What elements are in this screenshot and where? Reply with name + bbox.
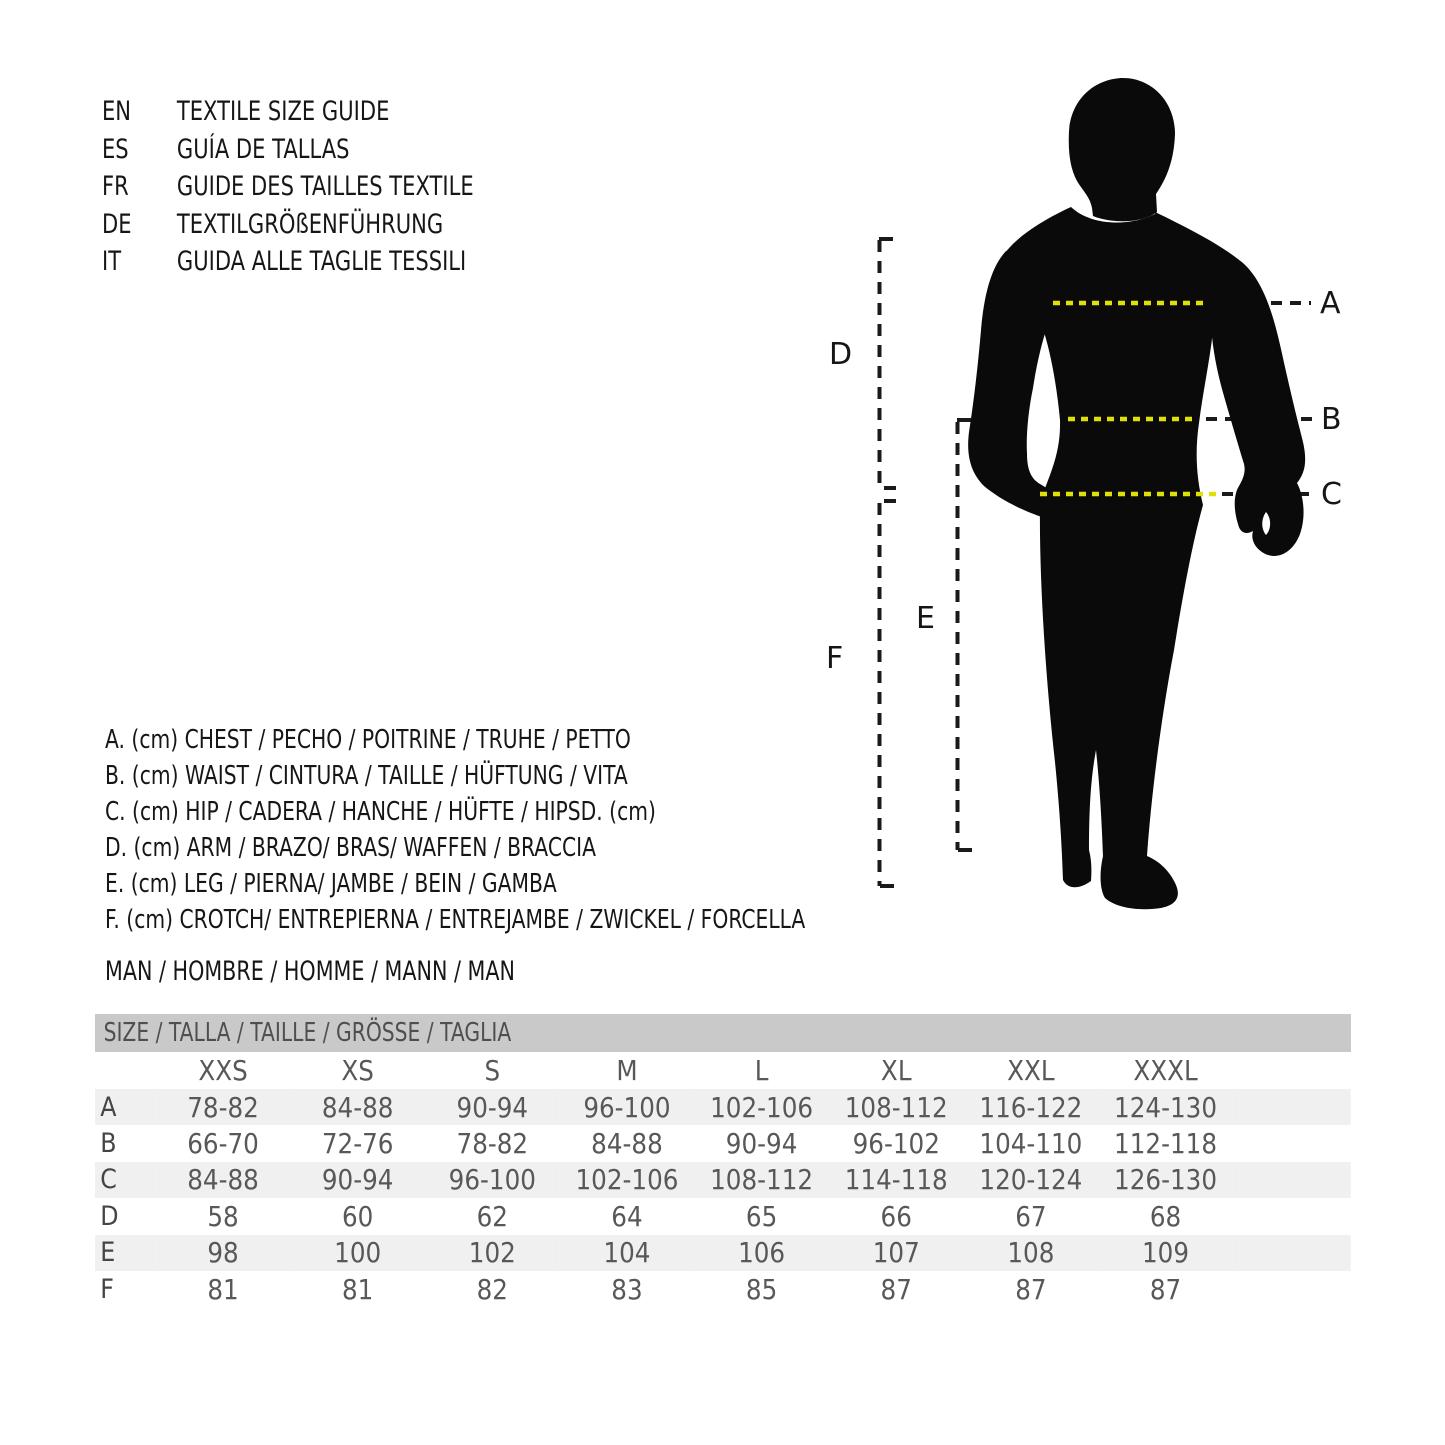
- size-table: [95, 1052, 1351, 1307]
- language-code: EN: [102, 96, 132, 127]
- size-cell: 84-88: [591, 1127, 663, 1161]
- size-cell: 108: [1007, 1236, 1055, 1270]
- size-table-header-label: SIZE / TALLA / TAILLE / GRÖSSE / TAGLIA: [103, 1018, 512, 1048]
- size-cell: 66: [880, 1199, 912, 1233]
- size-cell: 104: [603, 1236, 651, 1270]
- size-cell: 65: [745, 1199, 778, 1233]
- size-col-header: XXS: [198, 1054, 248, 1087]
- table-row: [95, 1198, 1351, 1234]
- size-cell: 102: [468, 1236, 516, 1270]
- size-cell: 82: [476, 1272, 508, 1306]
- figure-label-f: F: [826, 641, 844, 676]
- vertical-guides: [879, 239, 972, 886]
- corner-cell: [95, 1052, 156, 1089]
- row-label: B: [100, 1128, 117, 1160]
- size-cell: 108-112: [844, 1090, 948, 1124]
- size-header-row: [95, 1052, 1351, 1089]
- language-code: DE: [102, 208, 132, 240]
- size-cell: 102-106: [710, 1090, 814, 1124]
- size-cell: 60: [341, 1199, 374, 1233]
- size-table-wrap: [95, 1052, 1351, 1307]
- guide-title: GUIDA ALLE TAGLIE TESSILI: [176, 246, 467, 277]
- guide-title: GUIDE DES TAILLES TEXTILE: [176, 171, 474, 202]
- size-cell: 109: [1141, 1236, 1190, 1270]
- size-cell: 96-100: [448, 1163, 536, 1197]
- size-col-header: M: [616, 1054, 638, 1087]
- size-cell: 66-70: [187, 1127, 259, 1161]
- size-cell: 108-112: [710, 1163, 814, 1197]
- legend-line-d: D. (cm) ARM / BRAZO/ BRAS/ WAFFEN / BRACCIA: [105, 833, 596, 863]
- row-label: F: [100, 1273, 114, 1305]
- row-label: E: [100, 1237, 116, 1269]
- table-row: [95, 1089, 1351, 1125]
- size-cell: 87: [880, 1272, 912, 1306]
- size-cell: 124-130: [1114, 1090, 1217, 1124]
- size-cell: 62: [476, 1199, 508, 1233]
- size-col-header: L: [754, 1054, 769, 1087]
- filler-cell: [1233, 1271, 1351, 1307]
- filler-cell: [1233, 1089, 1351, 1125]
- size-cell: 90-94: [725, 1127, 798, 1161]
- size-cell: 87: [1149, 1272, 1182, 1306]
- legend-line-a: A. (cm) CHEST / PECHO / POITRINE / TRUHE / PETTO: [105, 725, 631, 755]
- legend-line-c: C. (cm) HIP / CADERA / HANCHE / HÜFTE / HIPSD. (cm): [105, 797, 656, 827]
- language-code: FR: [102, 171, 129, 202]
- table-row: [95, 1271, 1351, 1307]
- size-cell: 58: [207, 1199, 239, 1233]
- filler-cell: [1233, 1198, 1351, 1234]
- size-col-header: XXL: [1007, 1054, 1055, 1087]
- filler-cell: [1233, 1235, 1351, 1271]
- size-cell: 85: [745, 1272, 778, 1306]
- silhouette-head: [1069, 78, 1175, 221]
- size-cell: 78-82: [187, 1090, 259, 1124]
- size-cell: 81: [341, 1272, 374, 1306]
- figure-label-b: B: [1321, 402, 1342, 437]
- guide-title: TEXTILGRÖßENFÜHRUNG: [176, 208, 444, 240]
- filler-cell: [1233, 1052, 1351, 1089]
- figure-label-c: C: [1321, 477, 1342, 512]
- size-cell: 90-94: [321, 1163, 394, 1197]
- legend-line-e: E. (cm) LEG / PIERNA/ JAMBE / BEIN / GAMBA: [105, 869, 557, 899]
- figure-label-e: E: [916, 601, 935, 636]
- size-cell: 106: [738, 1236, 786, 1270]
- size-cell: 96-100: [583, 1090, 671, 1124]
- size-cell: 104-110: [979, 1127, 1083, 1161]
- table-row: [95, 1162, 1351, 1198]
- size-cell: 72-76: [321, 1127, 394, 1161]
- size-cell: 87: [1015, 1272, 1047, 1306]
- size-cell: 78-82: [456, 1127, 529, 1161]
- guide-title: GUÍA DE TALLAS: [176, 133, 350, 165]
- size-cell: 84-88: [321, 1090, 394, 1124]
- filler-cell: [1233, 1125, 1351, 1161]
- size-cell: 90-94: [456, 1090, 529, 1124]
- row-label: D: [100, 1200, 119, 1232]
- legend-line-b: B. (cm) WAIST / CINTURA / TAILLE / HÜFTUNG / VITA: [105, 761, 628, 791]
- size-cell: 67: [1015, 1199, 1047, 1233]
- measurement-legend: [105, 722, 805, 938]
- size-col-header: XL: [880, 1054, 912, 1087]
- language-code: ES: [102, 133, 129, 165]
- size-cell: 64: [611, 1199, 643, 1233]
- size-cell: 107: [872, 1236, 920, 1270]
- size-cell: 98: [207, 1236, 239, 1270]
- size-cell: 68: [1149, 1199, 1182, 1233]
- size-col-header: XS: [341, 1054, 374, 1087]
- size-col-header: S: [484, 1054, 501, 1087]
- figure-label-a: A: [1320, 286, 1341, 321]
- table-row: [95, 1235, 1351, 1271]
- size-cell: 102-106: [575, 1163, 679, 1197]
- legend-line-f: F. (cm) CROTCH/ ENTREPIERNA / ENTREJAMBE / ZWICKEL / FORCELLA: [105, 905, 806, 935]
- size-cell: 112-118: [1114, 1127, 1217, 1161]
- size-cell: 100: [334, 1236, 382, 1270]
- size-table-header-bar: [95, 1014, 1351, 1052]
- size-cell: 83: [611, 1272, 643, 1306]
- size-cell: 116-122: [979, 1090, 1083, 1124]
- size-col-header: XXXL: [1133, 1054, 1198, 1087]
- row-label: C: [100, 1164, 117, 1196]
- size-cell: 114-118: [844, 1163, 948, 1197]
- language-code: IT: [102, 246, 122, 277]
- figure-label-d: D: [829, 337, 853, 372]
- guide-title: TEXTILE SIZE GUIDE: [176, 96, 390, 127]
- row-label: A: [100, 1091, 117, 1123]
- table-row: [95, 1125, 1351, 1161]
- filler-cell: [1233, 1162, 1351, 1198]
- size-cell: 96-102: [852, 1127, 940, 1161]
- category-heading: MAN / HOMBRE / HOMME / MANN / MAN: [105, 956, 515, 987]
- size-cell: 81: [207, 1272, 239, 1306]
- size-cell: 126-130: [1114, 1163, 1217, 1197]
- size-cell: 84-88: [187, 1163, 259, 1197]
- size-cell: 120-124: [979, 1163, 1083, 1197]
